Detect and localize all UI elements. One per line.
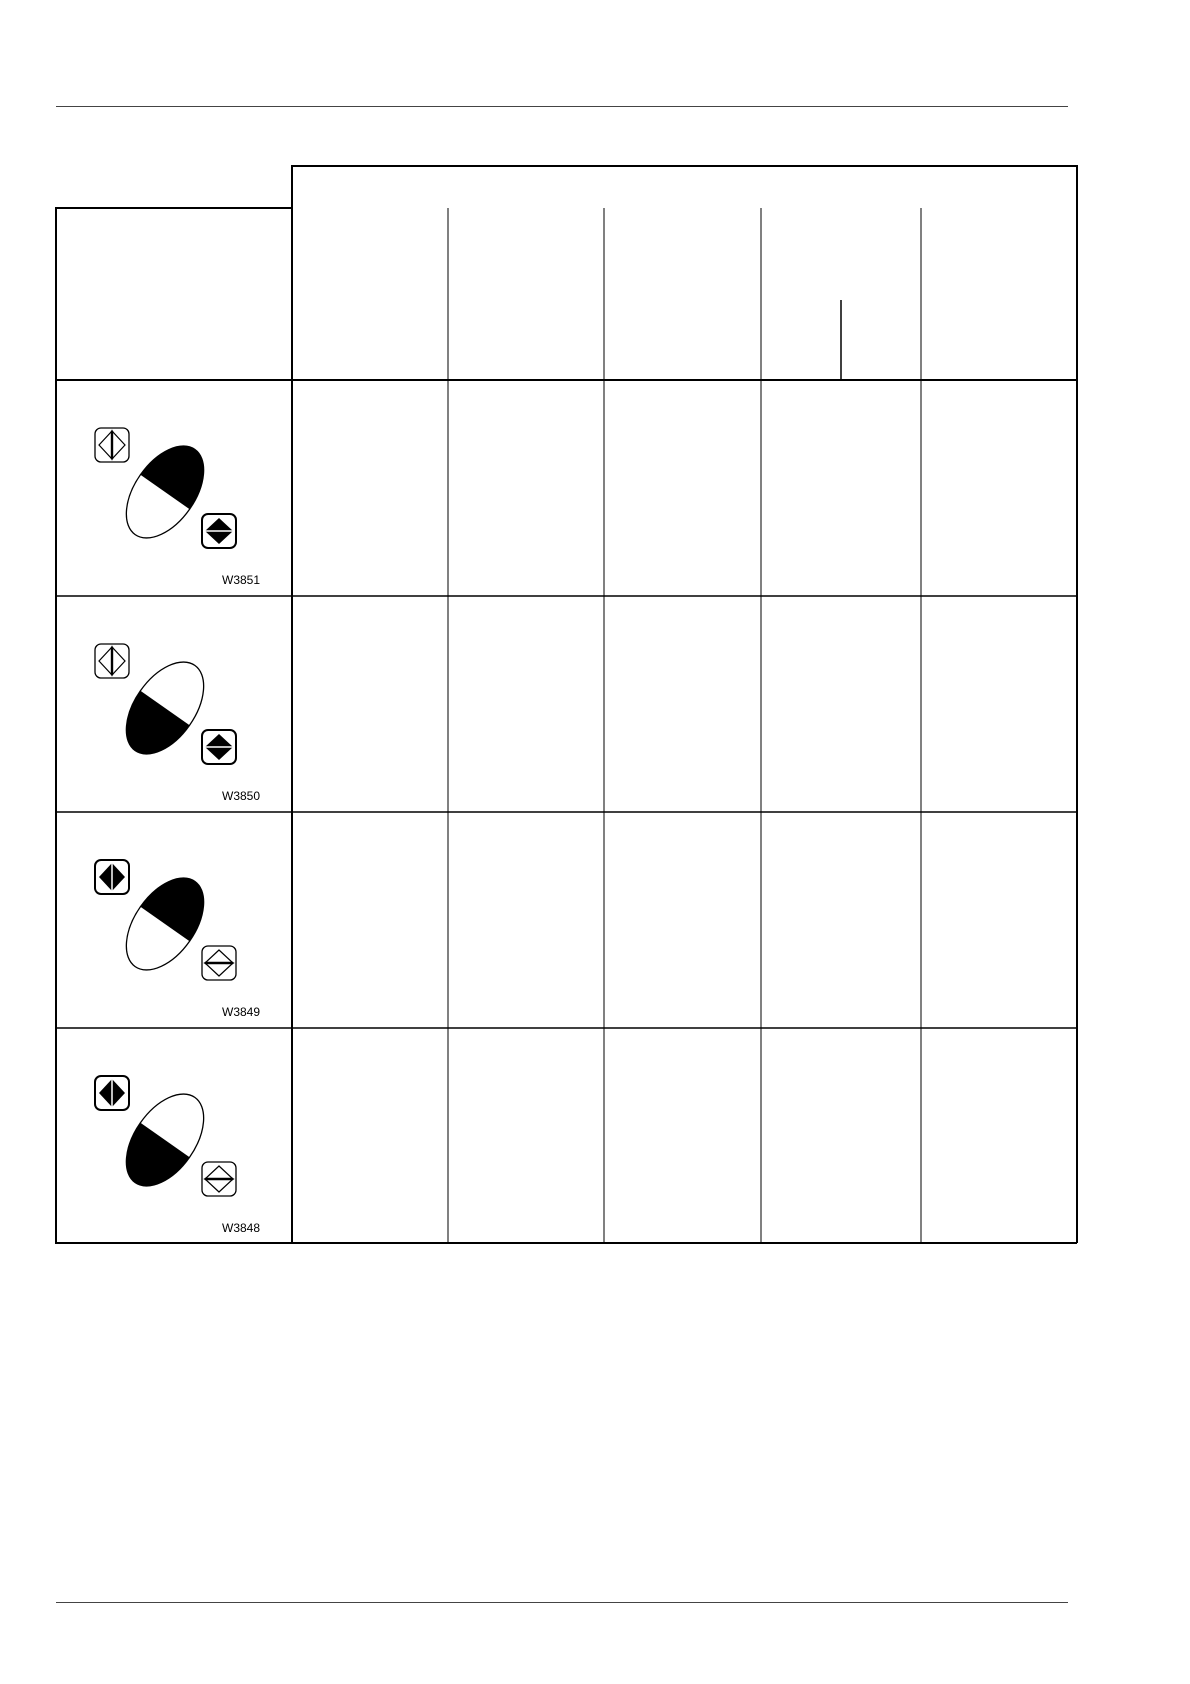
table-outer-frame (56, 208, 1077, 1243)
table-row (95, 644, 260, 803)
figure-code: W3851 (222, 573, 261, 587)
left-right-arrow-outline-icon (95, 644, 129, 678)
up-down-arrow-outline-icon (202, 946, 236, 980)
up-down-arrow-outline-icon (202, 1162, 236, 1196)
table-row (95, 860, 260, 1019)
up-down-arrow-filled-icon (202, 730, 236, 764)
up-down-arrow-filled-icon (202, 514, 236, 548)
table-row (95, 1076, 260, 1235)
figure-code: W3848 (222, 1221, 261, 1235)
figure-code: W3850 (222, 789, 261, 803)
left-right-arrow-outline-icon (95, 428, 129, 462)
table-row (95, 428, 260, 587)
left-right-arrow-filled-icon (95, 1076, 129, 1110)
table-group-header-frame (292, 166, 1077, 1243)
figure-code: W3849 (222, 1005, 261, 1019)
left-right-arrow-filled-icon (95, 860, 129, 894)
